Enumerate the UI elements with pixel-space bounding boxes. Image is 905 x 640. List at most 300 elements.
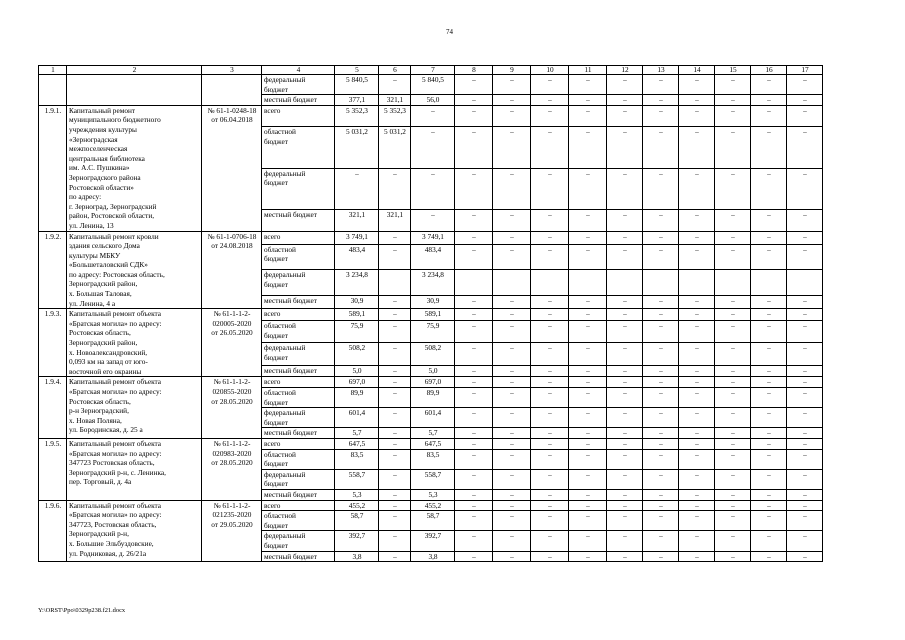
row-number-cell: 1.9.6. xyxy=(39,500,67,562)
value-col7-cell: 89,9 xyxy=(411,388,455,408)
value-col17-cell: – xyxy=(787,500,823,511)
value-col13-cell: – xyxy=(643,95,679,106)
value-col11-cell: – xyxy=(569,511,607,531)
funding-source-cell: областной бюджет xyxy=(262,388,335,408)
value-col15-cell: – xyxy=(715,551,751,562)
column-number-header: 1 xyxy=(39,66,67,75)
value-col13-cell: – xyxy=(643,469,679,489)
column-number-header: 9 xyxy=(493,66,531,75)
value-col5-cell: 5 031,2 xyxy=(335,127,379,168)
value-col16-cell: – xyxy=(751,105,787,127)
value-col13-cell: – xyxy=(643,449,679,469)
value-col8-cell xyxy=(455,270,493,295)
value-col12-cell: – xyxy=(607,531,643,551)
value-col8-cell: – xyxy=(455,500,493,511)
value-col12-cell: – xyxy=(607,428,643,439)
value-col5-cell: 483,4 xyxy=(335,244,379,269)
value-col15-cell: – xyxy=(715,365,751,377)
column-number-header: 5 xyxy=(335,66,379,75)
value-col16-cell: – xyxy=(751,365,787,377)
value-col16-cell: – xyxy=(751,531,787,551)
value-col13-cell: – xyxy=(643,428,679,439)
value-col14-cell: – xyxy=(679,244,715,269)
value-col15-cell: – xyxy=(715,428,751,439)
value-col16-cell: – xyxy=(751,511,787,531)
value-col11-cell: – xyxy=(569,95,607,106)
value-col14-cell: – xyxy=(679,551,715,562)
value-col15-cell: – xyxy=(715,388,751,408)
value-col9-cell: – xyxy=(493,500,531,511)
column-number-header: 2 xyxy=(67,66,202,75)
value-col13-cell: – xyxy=(643,511,679,531)
value-col6-cell: – xyxy=(379,75,411,95)
value-col8-cell: – xyxy=(455,365,493,377)
value-col14-cell: – xyxy=(679,95,715,106)
value-col11-cell: – xyxy=(569,105,607,127)
value-col12-cell: – xyxy=(607,244,643,269)
value-col13-cell: – xyxy=(643,127,679,168)
value-col10-cell: – xyxy=(531,469,569,489)
value-col15-cell: – xyxy=(715,105,751,127)
value-col14-cell: – xyxy=(679,75,715,95)
value-col17-cell: – xyxy=(787,531,823,551)
funding-source-cell: всего xyxy=(262,309,335,321)
row-number-cell: 1.9.2. xyxy=(39,231,67,309)
value-col12-cell: – xyxy=(607,309,643,321)
value-col9-cell: – xyxy=(493,75,531,95)
value-col11-cell: – xyxy=(569,295,607,308)
value-col12-cell: – xyxy=(607,489,643,500)
value-col6-cell: – xyxy=(379,343,411,365)
value-col11-cell: – xyxy=(569,551,607,562)
value-col10-cell: – xyxy=(531,489,569,500)
value-col8-cell: – xyxy=(455,388,493,408)
value-col17-cell: – xyxy=(787,105,823,127)
value-col13-cell: – xyxy=(643,295,679,308)
value-col14-cell: – xyxy=(679,320,715,342)
value-col14-cell: – xyxy=(679,469,715,489)
value-col15-cell: – xyxy=(715,309,751,321)
table-row xyxy=(39,377,823,388)
value-col5-cell: 83,5 xyxy=(335,449,379,469)
value-col7-cell: 3,8 xyxy=(411,551,455,562)
column-number-header: 16 xyxy=(751,66,787,75)
value-col9-cell: – xyxy=(493,168,531,209)
table-row xyxy=(39,231,823,244)
value-col17-cell: – xyxy=(787,209,823,231)
value-col8-cell: – xyxy=(455,209,493,231)
value-col5-cell: 601,4 xyxy=(335,408,379,428)
value-col15-cell: – xyxy=(715,168,751,209)
value-col7-cell: 30,9 xyxy=(411,295,455,308)
value-col11-cell: – xyxy=(569,438,607,449)
value-col10-cell: – xyxy=(531,531,569,551)
value-col6-cell: – xyxy=(379,511,411,531)
value-col6-cell: – xyxy=(379,531,411,551)
value-col12-cell: – xyxy=(607,377,643,388)
value-col13-cell: – xyxy=(643,408,679,428)
funding-source-cell: федеральный бюджет xyxy=(262,408,335,428)
value-col10-cell: – xyxy=(531,408,569,428)
funding-source-cell: областной бюджет xyxy=(262,449,335,469)
value-col5-cell: 89,9 xyxy=(335,388,379,408)
value-col10-cell: – xyxy=(531,449,569,469)
value-col10-cell: – xyxy=(531,377,569,388)
value-col13-cell: – xyxy=(643,320,679,342)
value-col14-cell: – xyxy=(679,500,715,511)
value-col5-cell: 697,0 xyxy=(335,377,379,388)
value-col7-cell: 5,3 xyxy=(411,489,455,500)
value-col15-cell: – xyxy=(715,231,751,244)
value-col12-cell: – xyxy=(607,449,643,469)
value-col13-cell: – xyxy=(643,531,679,551)
funding-source-cell: федеральный бюджет xyxy=(262,168,335,209)
value-col10-cell: – xyxy=(531,105,569,127)
value-col11-cell: – xyxy=(569,377,607,388)
value-col6-cell: – xyxy=(379,295,411,308)
value-col13-cell: – xyxy=(643,168,679,209)
value-col11-cell: – xyxy=(569,127,607,168)
value-col5-cell: 558,7 xyxy=(335,469,379,489)
value-col16-cell: – xyxy=(751,95,787,106)
value-col17-cell: – xyxy=(787,469,823,489)
value-col8-cell: – xyxy=(455,551,493,562)
value-col11-cell: – xyxy=(569,231,607,244)
value-col10-cell: – xyxy=(531,428,569,439)
funding-source-cell: федеральный бюджет xyxy=(262,531,335,551)
value-col7-cell: 58,7 xyxy=(411,511,455,531)
value-col17-cell: – xyxy=(787,309,823,321)
column-number-header: 7 xyxy=(411,66,455,75)
value-col7-cell: 5 840,5 xyxy=(411,75,455,95)
value-col6-cell: 321,1 xyxy=(379,209,411,231)
value-col14-cell: – xyxy=(679,388,715,408)
value-col10-cell: – xyxy=(531,500,569,511)
value-col9-cell: – xyxy=(493,449,531,469)
value-col7-cell: – xyxy=(411,168,455,209)
value-col6-cell xyxy=(379,270,411,295)
value-col8-cell: – xyxy=(455,231,493,244)
value-col5-cell: 3,8 xyxy=(335,551,379,562)
column-number-header: 13 xyxy=(643,66,679,75)
object-name-cell: Капитальный ремонт объекта «Братская могила» по адресу: 347723, Ростовская область, Зерноградский р-н, х. Большие Эльбуздовские, ул. Родниковая, д. 26/21а xyxy=(67,500,202,562)
value-col9-cell: – xyxy=(493,105,531,127)
value-col15-cell: – xyxy=(715,244,751,269)
value-col7-cell: 483,4 xyxy=(411,244,455,269)
value-col12-cell: – xyxy=(607,127,643,168)
value-col9-cell: – xyxy=(493,244,531,269)
value-col10-cell: – xyxy=(531,244,569,269)
column-number-header: 14 xyxy=(679,66,715,75)
value-col5-cell: 392,7 xyxy=(335,531,379,551)
value-col11-cell: – xyxy=(569,531,607,551)
value-col17-cell: – xyxy=(787,343,823,365)
value-col13-cell: – xyxy=(643,365,679,377)
value-col9-cell: – xyxy=(493,377,531,388)
value-col8-cell: – xyxy=(455,438,493,449)
value-col7-cell: 508,2 xyxy=(411,343,455,365)
value-col12-cell: – xyxy=(607,295,643,308)
value-col12-cell: – xyxy=(607,95,643,106)
value-col10-cell: – xyxy=(531,127,569,168)
value-col10-cell: – xyxy=(531,438,569,449)
row-number-cell xyxy=(39,75,67,106)
value-col13-cell: – xyxy=(643,438,679,449)
value-col11-cell: – xyxy=(569,489,607,500)
value-col10-cell: – xyxy=(531,295,569,308)
value-col9-cell: – xyxy=(493,231,531,244)
value-col7-cell: 601,4 xyxy=(411,408,455,428)
value-col11-cell: – xyxy=(569,388,607,408)
value-col13-cell: – xyxy=(643,551,679,562)
value-col9-cell: – xyxy=(493,127,531,168)
value-col11-cell: – xyxy=(569,309,607,321)
value-col12-cell: – xyxy=(607,551,643,562)
value-col7-cell: – xyxy=(411,127,455,168)
row-number-cell: 1.9.4. xyxy=(39,377,67,439)
row-number-cell: 1.9.1. xyxy=(39,105,67,231)
value-col11-cell: – xyxy=(569,343,607,365)
value-col11-cell: – xyxy=(569,244,607,269)
value-col7-cell: 455,2 xyxy=(411,500,455,511)
value-col16-cell: – xyxy=(751,295,787,308)
row-number-cell: 1.9.5. xyxy=(39,438,67,500)
value-col14-cell: – xyxy=(679,309,715,321)
value-col12-cell: – xyxy=(607,500,643,511)
value-col17-cell: – xyxy=(787,231,823,244)
value-col5-cell: 508,2 xyxy=(335,343,379,365)
value-col16-cell: – xyxy=(751,377,787,388)
value-col17-cell: – xyxy=(787,428,823,439)
funding-source-cell: всего xyxy=(262,231,335,244)
value-col6-cell: – xyxy=(379,168,411,209)
value-col5-cell: 5,3 xyxy=(335,489,379,500)
value-col15-cell: – xyxy=(715,295,751,308)
value-col15-cell: – xyxy=(715,531,751,551)
value-col10-cell: – xyxy=(531,388,569,408)
value-col11-cell: – xyxy=(569,75,607,95)
value-col7-cell: 558,7 xyxy=(411,469,455,489)
value-col11-cell: – xyxy=(569,168,607,209)
value-col9-cell: – xyxy=(493,365,531,377)
value-col9-cell: – xyxy=(493,469,531,489)
value-col11-cell: – xyxy=(569,469,607,489)
value-col8-cell: – xyxy=(455,320,493,342)
value-col17-cell: – xyxy=(787,377,823,388)
value-col9-cell: – xyxy=(493,309,531,321)
value-col16-cell xyxy=(751,270,787,295)
funding-source-cell: областной бюджет xyxy=(262,127,335,168)
funding-source-cell: местный бюджет xyxy=(262,95,335,106)
value-col16-cell: – xyxy=(751,438,787,449)
value-col6-cell: – xyxy=(379,551,411,562)
funding-source-cell: федеральный бюджет xyxy=(262,75,335,95)
funding-source-cell: местный бюджет xyxy=(262,365,335,377)
funding-source-cell: местный бюджет xyxy=(262,295,335,308)
value-col12-cell: – xyxy=(607,168,643,209)
value-col15-cell: – xyxy=(715,343,751,365)
value-col8-cell: – xyxy=(455,511,493,531)
value-col10-cell: – xyxy=(531,75,569,95)
object-name-cell: Капитальный ремонт кровли здания сельского Дома культуры МБКУ «Большеталовский СДК» по адресу: Ростовская область, Зерноградский район, х. Большая Таловая, ул. Ленина, 4 а xyxy=(67,231,202,309)
document-cell: № 61-1-0706-18 от 24.08.2018 xyxy=(202,231,262,309)
value-col8-cell: – xyxy=(455,95,493,106)
value-col8-cell: – xyxy=(455,377,493,388)
value-col17-cell: – xyxy=(787,320,823,342)
value-col7-cell: – xyxy=(411,105,455,127)
value-col8-cell: – xyxy=(455,168,493,209)
document-cell xyxy=(202,75,262,106)
value-col14-cell: – xyxy=(679,531,715,551)
value-col5-cell: 377,1 xyxy=(335,95,379,106)
value-col16-cell: – xyxy=(751,469,787,489)
value-col14-cell: – xyxy=(679,168,715,209)
value-col9-cell: – xyxy=(493,320,531,342)
value-col9-cell: – xyxy=(493,428,531,439)
value-col13-cell: – xyxy=(643,309,679,321)
value-col12-cell xyxy=(607,270,643,295)
value-col14-cell: – xyxy=(679,489,715,500)
value-col10-cell: – xyxy=(531,343,569,365)
row-number-cell: 1.9.3. xyxy=(39,309,67,377)
document-cell: № 61-1-1-2- 020855-2020 от 28.05.2020 xyxy=(202,377,262,439)
table-row xyxy=(39,105,823,127)
value-col12-cell: – xyxy=(607,438,643,449)
value-col7-cell: 3 749,1 xyxy=(411,231,455,244)
value-col11-cell xyxy=(569,270,607,295)
value-col9-cell: – xyxy=(493,408,531,428)
value-col6-cell: – xyxy=(379,309,411,321)
value-col5-cell: 455,2 xyxy=(335,500,379,511)
value-col16-cell: – xyxy=(751,209,787,231)
funding-source-cell: местный бюджет xyxy=(262,551,335,562)
value-col9-cell: – xyxy=(493,95,531,106)
value-col11-cell: – xyxy=(569,320,607,342)
value-col16-cell: – xyxy=(751,244,787,269)
value-col15-cell: – xyxy=(715,511,751,531)
value-col9-cell: – xyxy=(493,489,531,500)
value-col13-cell xyxy=(643,270,679,295)
value-col11-cell: – xyxy=(569,500,607,511)
value-col17-cell: – xyxy=(787,365,823,377)
value-col8-cell: – xyxy=(455,343,493,365)
value-col14-cell xyxy=(679,270,715,295)
value-col14-cell: – xyxy=(679,127,715,168)
value-col13-cell: – xyxy=(643,489,679,500)
value-col5-cell: 5 352,3 xyxy=(335,105,379,127)
value-col10-cell: – xyxy=(531,231,569,244)
value-col16-cell: – xyxy=(751,127,787,168)
value-col6-cell: 5 352,3 xyxy=(379,105,411,127)
value-col11-cell: – xyxy=(569,428,607,439)
value-col17-cell: – xyxy=(787,244,823,269)
value-col5-cell: – xyxy=(335,168,379,209)
value-col14-cell: – xyxy=(679,449,715,469)
funding-source-cell: областной бюджет xyxy=(262,511,335,531)
value-col16-cell: – xyxy=(751,320,787,342)
value-col17-cell: – xyxy=(787,408,823,428)
value-col15-cell: – xyxy=(715,75,751,95)
value-col10-cell: – xyxy=(531,551,569,562)
value-col6-cell: – xyxy=(379,428,411,439)
column-number-header: 10 xyxy=(531,66,569,75)
value-col7-cell: 647,5 xyxy=(411,438,455,449)
value-col7-cell: 5,7 xyxy=(411,428,455,439)
object-name-cell: Капитальный ремонт объекта «Братская могила» по адресу: Ростовская область, р-н Зерноградский, х. Новая Поляна, ул. Бородинская, д. 25 а xyxy=(67,377,202,439)
funding-source-cell: федеральный бюджет xyxy=(262,270,335,295)
value-col14-cell: – xyxy=(679,408,715,428)
value-col8-cell: – xyxy=(455,244,493,269)
value-col12-cell: – xyxy=(607,320,643,342)
value-col17-cell: – xyxy=(787,438,823,449)
value-col14-cell: – xyxy=(679,438,715,449)
value-col17-cell: – xyxy=(787,449,823,469)
value-col10-cell: – xyxy=(531,511,569,531)
funding-source-cell: федеральный бюджет xyxy=(262,469,335,489)
value-col5-cell: 647,5 xyxy=(335,438,379,449)
value-col16-cell: – xyxy=(751,408,787,428)
value-col16-cell: – xyxy=(751,449,787,469)
value-col16-cell: – xyxy=(751,551,787,562)
object-name-cell: Капитальный ремонт муниципального бюджетного учреждения культуры «Зерноградская межпоселенческая центральная библиотека им. А.С. Пушкина» Зерноградского района Ростовской области» по адресу: г. Зерноград, Зерноградский район, Ростовской области, ул. Ленина, 13 xyxy=(67,105,202,231)
value-col15-cell: – xyxy=(715,408,751,428)
value-col17-cell: – xyxy=(787,168,823,209)
value-col6-cell: – xyxy=(379,244,411,269)
value-col11-cell: – xyxy=(569,209,607,231)
value-col10-cell: – xyxy=(531,365,569,377)
value-col7-cell: 392,7 xyxy=(411,531,455,551)
value-col8-cell: – xyxy=(455,449,493,469)
value-col17-cell: – xyxy=(787,127,823,168)
value-col14-cell: – xyxy=(679,295,715,308)
value-col6-cell: – xyxy=(379,408,411,428)
value-col13-cell: – xyxy=(643,388,679,408)
table-header-row xyxy=(39,66,823,75)
funding-source-cell: всего xyxy=(262,377,335,388)
value-col10-cell xyxy=(531,270,569,295)
column-number-header: 8 xyxy=(455,66,493,75)
value-col17-cell: – xyxy=(787,551,823,562)
value-col13-cell: – xyxy=(643,209,679,231)
document-cell: № 61-1-1-2- 020983-2020 от 28.05.2020 xyxy=(202,438,262,500)
value-col6-cell: – xyxy=(379,320,411,342)
value-col15-cell: – xyxy=(715,127,751,168)
object-name-cell: Капитальный ремонт объекта «Братская могила» по адресу: Ростовская область, Зерноградский район, х. Новоалександровский, 0,093 км на запад от юго- восточной его окраины xyxy=(67,309,202,377)
value-col9-cell: – xyxy=(493,531,531,551)
value-col16-cell: – xyxy=(751,343,787,365)
value-col14-cell: – xyxy=(679,343,715,365)
funding-source-cell: областной бюджет xyxy=(262,320,335,342)
value-col14-cell: – xyxy=(679,428,715,439)
object-name-cell xyxy=(67,75,202,106)
value-col17-cell: – xyxy=(787,75,823,95)
value-col15-cell: – xyxy=(715,438,751,449)
value-col9-cell: – xyxy=(493,438,531,449)
value-col6-cell: 5 031,2 xyxy=(379,127,411,168)
value-col6-cell: – xyxy=(379,500,411,511)
value-col17-cell xyxy=(787,270,823,295)
file-path-footer: Y:\ORST\Ppo\0329p238.f21.docx xyxy=(38,607,126,614)
column-number-header: 15 xyxy=(715,66,751,75)
value-col7-cell: 75,9 xyxy=(411,320,455,342)
funding-source-cell: всего xyxy=(262,105,335,127)
value-col5-cell: 58,7 xyxy=(335,511,379,531)
document-cell: № 61-1-0248-18 от 06.04.2018 xyxy=(202,105,262,231)
value-col15-cell: – xyxy=(715,320,751,342)
value-col11-cell: – xyxy=(569,449,607,469)
value-col13-cell: – xyxy=(643,75,679,95)
value-col7-cell: 589,1 xyxy=(411,309,455,321)
